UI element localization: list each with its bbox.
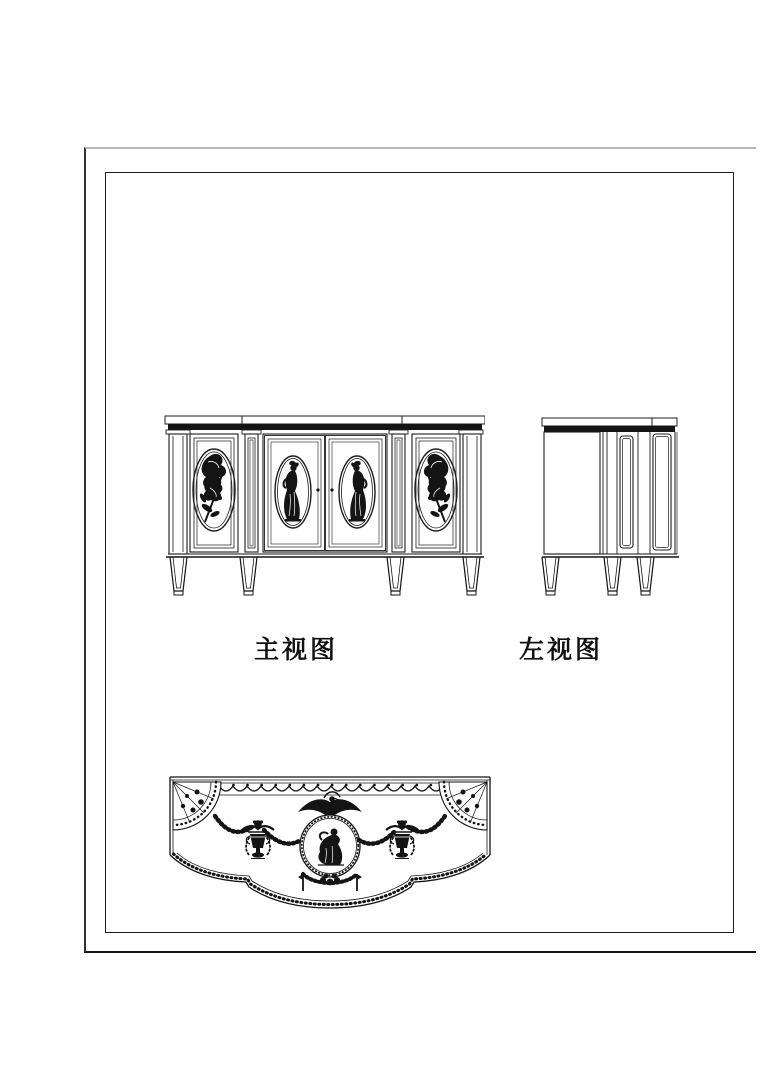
front-leg [463, 557, 480, 595]
cherub-urn-ornament [386, 820, 418, 858]
left-view-label: 左视图 [519, 636, 604, 664]
front-pilaster-caps [166, 430, 483, 434]
side-leg [542, 557, 559, 595]
figure-medallion-carving [284, 461, 301, 522]
bird-crest-ornament [298, 792, 362, 816]
front-leg [170, 557, 187, 595]
door-knob [330, 488, 333, 491]
left-view-drawing [530, 410, 685, 605]
front-view-drawing [160, 410, 485, 605]
side-top-board [542, 418, 677, 432]
front-view-label: 主视图 [254, 636, 339, 664]
side-leg [604, 557, 621, 595]
front-bottom-rail [166, 554, 484, 557]
floral-medallion-carving [424, 454, 451, 522]
front-right-stile [463, 434, 481, 554]
front-right-pilaster [392, 434, 405, 552]
front-center-doors [263, 434, 387, 552]
top-frieze-swag-band [175, 783, 485, 795]
side-carcass [544, 432, 677, 554]
figure-medallion-carving [349, 461, 366, 522]
center-medallion [300, 815, 360, 877]
floral-medallion-carving [199, 454, 226, 522]
corner-fan-ornament [439, 782, 487, 830]
front-left-stile [169, 434, 187, 554]
front-right-panel [412, 434, 460, 552]
front-left-pilaster [245, 434, 258, 552]
front-top-board [165, 416, 485, 430]
corner-fan-ornament [173, 782, 221, 830]
top-view-drawing [165, 770, 495, 910]
front-leg [387, 557, 404, 595]
door-knob [316, 488, 319, 491]
front-leg [240, 557, 257, 595]
side-leg [637, 557, 654, 595]
front-left-panel [190, 434, 238, 552]
cherub-urn-ornament [242, 820, 274, 858]
